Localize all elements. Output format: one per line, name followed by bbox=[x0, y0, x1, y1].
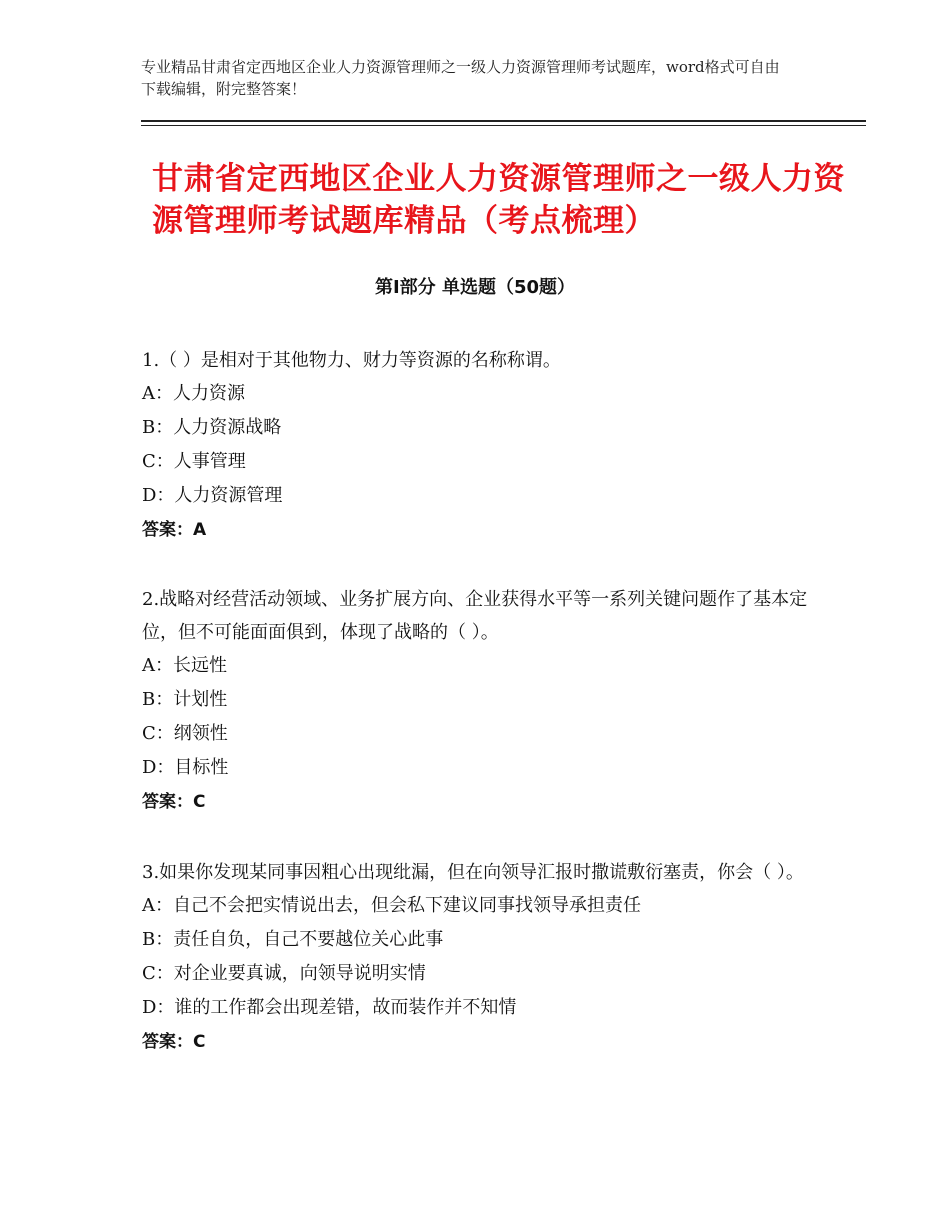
question-stem: 1.（ ）是相对于其他物力、财力等资源的名称称谓。 bbox=[142, 350, 561, 371]
header-divider-thick bbox=[141, 120, 866, 122]
option-list bbox=[142, 889, 812, 1025]
header-divider-thin bbox=[141, 125, 866, 126]
option-c: C：人事管理 bbox=[142, 451, 246, 472]
option-a: A：人力资源 bbox=[142, 383, 245, 404]
option-list bbox=[142, 649, 812, 785]
section-title: 第Ⅰ部分 单选题（50题） bbox=[374, 277, 575, 298]
header-note: 专业精品甘肃省定西地区企业人力资源管理师之一级人力资源管理师考试题库，word格式可自由下载编辑，附完整答案！ bbox=[141, 58, 780, 98]
answer-line: 答案：C bbox=[142, 1032, 206, 1052]
option-d: D：人力资源管理 bbox=[142, 485, 283, 506]
question-3 bbox=[142, 856, 812, 1059]
option-b: B：责任自负，自己不要越位关心此事 bbox=[142, 929, 444, 950]
option-d: D：谁的工作都会出现差错，故而装作并不知情 bbox=[142, 997, 517, 1018]
question-stem: 3.如果你发现某同事因粗心出现纰漏，但在向领导汇报时撒谎敷衍塞责，你会（ ）。 bbox=[142, 862, 804, 883]
question-1 bbox=[142, 344, 812, 547]
option-c: C：纲领性 bbox=[142, 723, 228, 744]
option-b: B：计划性 bbox=[142, 689, 228, 710]
document-title: 甘肃省定西地区企业人力资源管理师之一级人力资源管理师考试题库精品（考点梳理） bbox=[152, 161, 845, 239]
option-a: A：长远性 bbox=[142, 655, 227, 676]
option-d: D：目标性 bbox=[142, 757, 229, 778]
answer-line: 答案：A bbox=[142, 520, 207, 540]
option-list bbox=[142, 377, 812, 513]
option-c: C：对企业要真诚，向领导说明实情 bbox=[142, 963, 426, 984]
option-a: A：自己不会把实情说出去，但会私下建议同事找领导承担责任 bbox=[142, 895, 641, 916]
option-b: B：人力资源战略 bbox=[142, 417, 282, 438]
question-stem: 2.战略对经营活动领域、业务扩展方向、企业获得水平等一系列关键问题作了基本定 位，但不可能面面俱到，体现了战略的（ ）。 bbox=[142, 589, 808, 643]
answer-line: 答案：C bbox=[142, 792, 206, 812]
question-2 bbox=[142, 583, 812, 819]
